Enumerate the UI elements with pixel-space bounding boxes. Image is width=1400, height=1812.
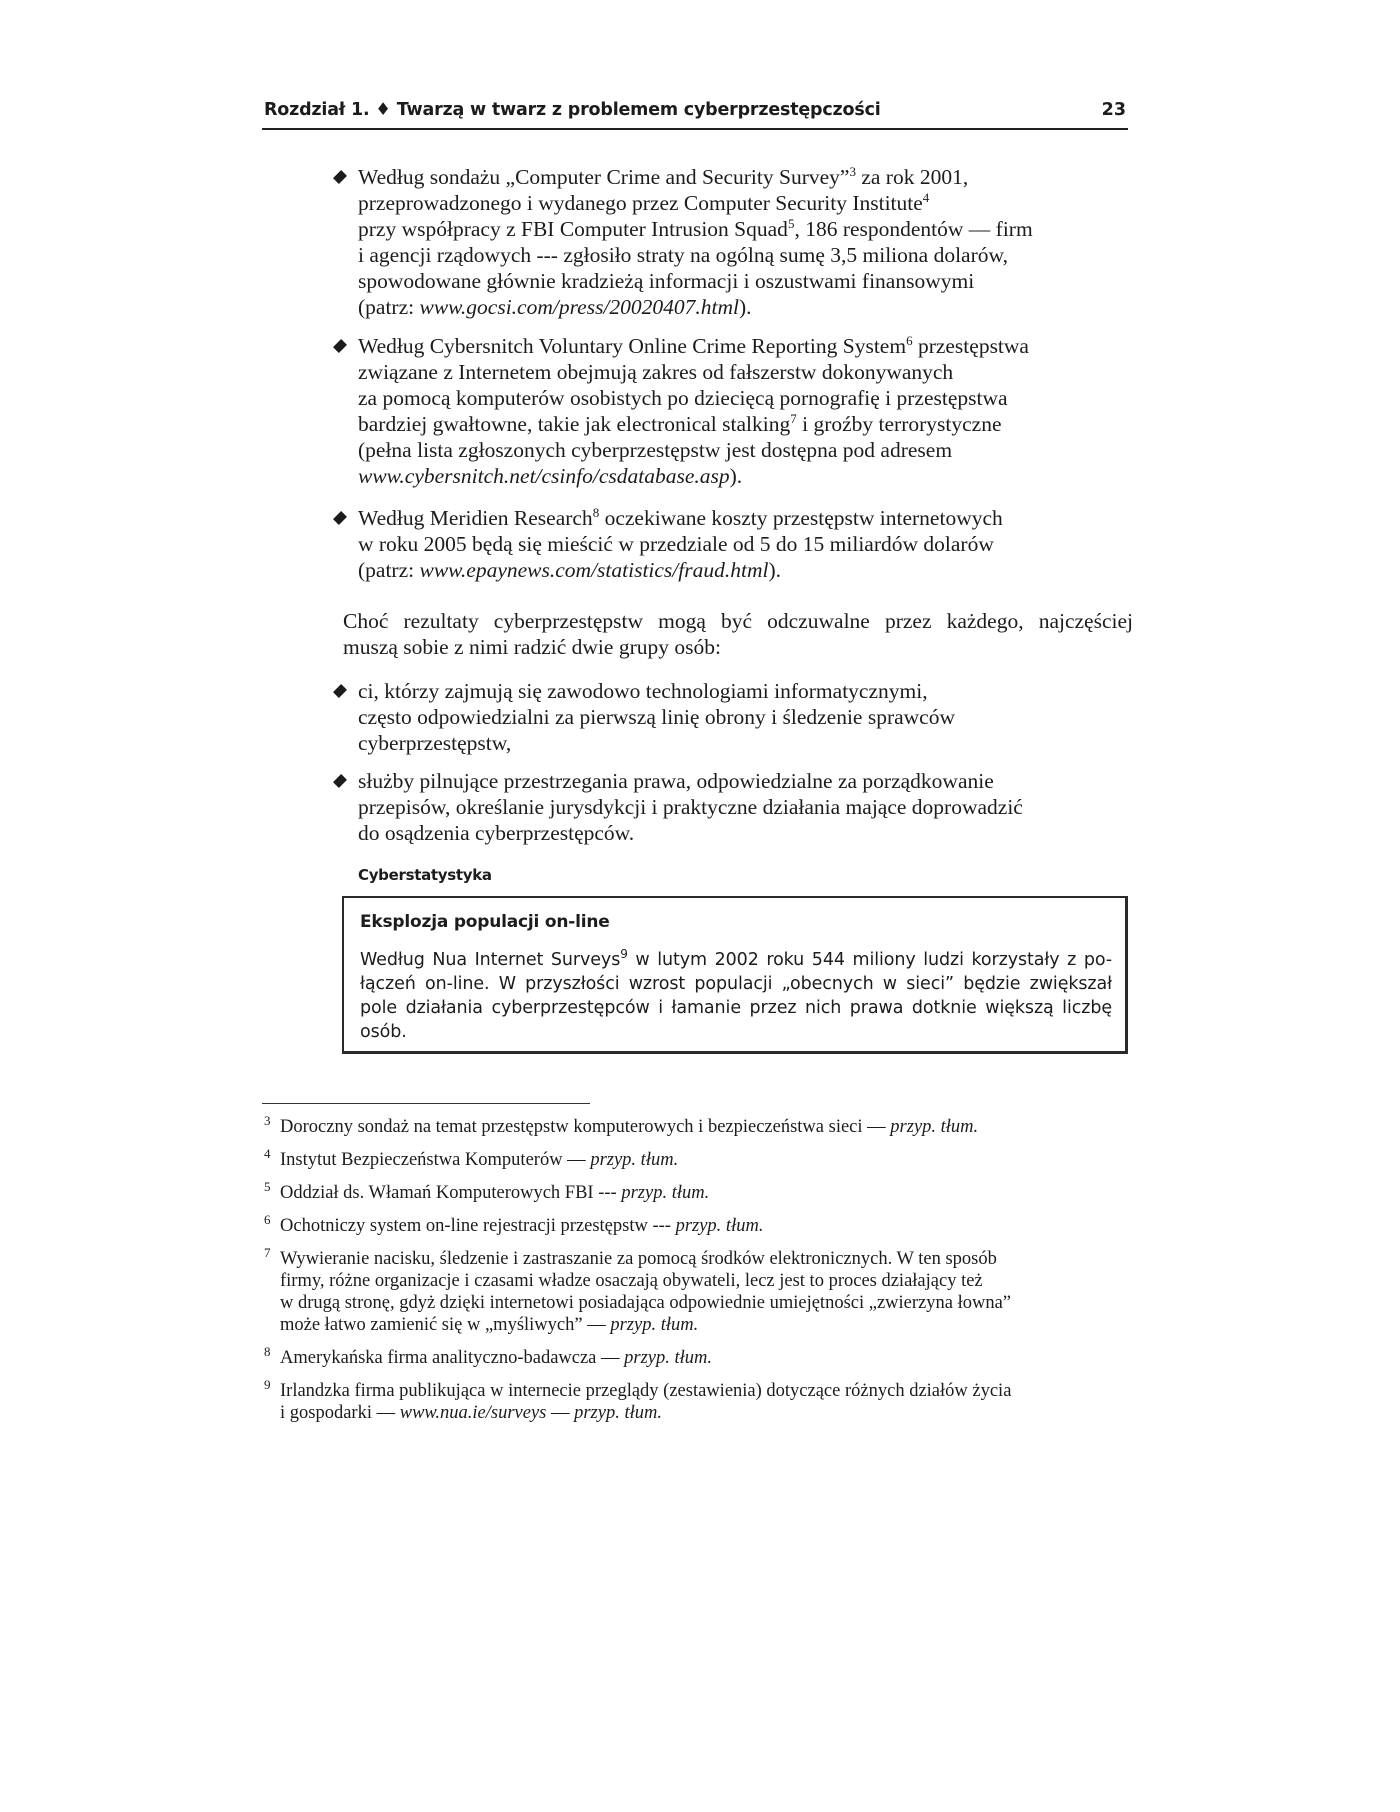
text-line: przy współpracy z FBI Computer Intrusion Squad$^5$, 186 respondentów — firm — [358, 216, 1033, 241]
footnote-number: 5 — [264, 1179, 271, 1194]
text-line: www.cybersnitch.net/csinfo/csdatabase.asp). — [358, 464, 743, 488]
sidebar-label: Cyberstatystyka — [358, 866, 492, 884]
list-item — [358, 333, 1138, 489]
footnote — [262, 1344, 1142, 1369]
footnote-ref: 9 — [620, 947, 628, 961]
text-line: łączeń on-line. W przyszłości wzrost populacji „obecnych w sieci” będzie zwiększał — [360, 974, 1112, 994]
list-item — [358, 164, 1138, 320]
chapter-title: Rozdział 1. ♦ Twarzą w twarz z problemem cyberprzestępczości — [264, 100, 881, 120]
text-line: Według Nua Internet Surveys$^9$ w lutym 2002 roku 544 miliony ludzi korzystały z po- — [360, 947, 1112, 970]
text-line: Choć rezultaty cyberprzestępstw mogą być odczuwalne przez każdego, najczęściej — [343, 609, 1133, 633]
text-line: Oddział ds. Włamań Komputerowych FBI --- przyp. tłum. — [280, 1183, 710, 1203]
text-line: przeprowadzonego i wydanego przez Computer Security Institute$^4$ — [358, 190, 930, 215]
text-line: spowodowane głównie kradzieżą informacji i oszustwami finansowymi — [358, 269, 975, 293]
text-line: i gospodarki — www.nua.ie/surveys — przyp. tłum. — [280, 1403, 662, 1423]
diamond-bullet-icon — [333, 170, 347, 184]
body-paragraph — [343, 608, 1133, 660]
text-line: (patrz: www.epaynews.com/statistics/fraud.html). — [358, 558, 782, 582]
text-line: muszą sobie z nimi radzić dwie grupy osób: — [343, 635, 721, 659]
url-link: www.cybersnitch.net/csinfo/csdatabase.asp — [358, 464, 730, 488]
text-line: cyberprzestępstw, — [358, 731, 512, 755]
footnotes-list — [262, 1113, 1142, 1435]
text-line: Wywieranie nacisku, śledzenie i zastraszanie za pomocą środków elektronicznych. W ten sposób — [280, 1249, 997, 1269]
footnote-ref: 6 — [906, 333, 913, 348]
footnote-ref: 5 — [787, 216, 795, 231]
bullet-list-cybersnitch — [358, 333, 1138, 489]
text-line: w roku 2005 będą się mieścić w przedziale od 5 do 15 miliardów dolarów — [358, 532, 994, 556]
list-item — [358, 678, 1138, 756]
text-line: Według sondażu „Computer Crime and Security Survey”$^3$ za rok 2001, — [358, 164, 969, 189]
text-line: często odpowiedzialni za pierwszą linię obrony i śledzenie sprawców — [358, 705, 956, 729]
footnote — [262, 1146, 1142, 1171]
footnote-rule — [262, 1103, 590, 1104]
text-line: Doroczny sondaż na temat przestępstw komputerowych i bezpieczeństwa sieci — przyp. tłum. — [280, 1117, 979, 1137]
text-line: służby pilnujące przestrzegania prawa, odpowiedzialne za porządkowanie — [358, 769, 994, 793]
diamond-bullet-icon — [333, 339, 347, 353]
text-line: (pełna lista zgłoszonych cyberprzestępstw jest dostępna pod adresem — [358, 438, 953, 462]
text-line: przepisów, określanie jurysdykcji i praktyczne działania mające doprowadzić — [358, 795, 1023, 819]
text-line: osób. — [360, 1022, 407, 1042]
footnote-ref: 4 — [922, 190, 930, 205]
text-line: Instytut Bezpieczeństwa Komputerów — przyp. tłum. — [280, 1150, 679, 1170]
text-line: w drugą stronę, gdyż dzięki internetowi posiadająca odpowiednie umiejętności „zwierzyna łowna” — [280, 1293, 1012, 1313]
footnote-number: 7 — [264, 1245, 271, 1260]
footnote-number: 3 — [264, 1113, 271, 1128]
text-line: Irlandzka firma publikująca w internecie przeglądy (zestawienia) dotyczące różnych działów życia — [280, 1381, 1012, 1401]
text-line: Amerykańska firma analityczno-badawcza — przyp. tłum. — [280, 1348, 713, 1368]
text-line: związane z Internetem obejmują zakres od fałszerstw dokonywanych — [358, 360, 954, 384]
text-line: bardziej gwałtowne, takie jak electronical stalking$^7$ i groźby terrorystyczne — [358, 411, 1002, 436]
text-line: za pomocą komputerów osobistych po dziecięcą pornografię i przestępstwa — [358, 386, 1008, 410]
list-item — [358, 768, 1138, 846]
running-header — [262, 96, 1128, 130]
footnote — [262, 1179, 1142, 1204]
footnote — [262, 1377, 1142, 1424]
footnote-number: 8 — [264, 1344, 271, 1359]
text-line: (patrz: www.gocsi.com/press/20020407.html). — [358, 295, 752, 319]
footnote-number: 6 — [264, 1212, 271, 1227]
sidebar-text — [360, 948, 1112, 1044]
text-line: i agencji rządowych --- zgłosiło straty na ogólną sumę 3,5 miliona dolarów, — [358, 243, 1008, 267]
bullet-list-law-enforcement — [358, 768, 1138, 846]
text-line: ci, którzy zajmują się zawodowo technologiami informatycznymi, — [358, 679, 928, 703]
text-line: może łatwo zamienić się w „myśliwych” — przyp. tłum. — [280, 1315, 699, 1335]
diamond-bullet-icon — [333, 684, 347, 698]
text-line: pole działania cyberprzestępców i łamanie przez nich prawa dotknie większą liczbę — [360, 998, 1112, 1018]
footnote-number: 4 — [264, 1146, 271, 1161]
list-item — [358, 505, 1138, 583]
sidebar-title: Eksplozja populacji on-line — [360, 912, 610, 932]
footnote-ref: 8 — [592, 505, 600, 520]
diamond-bullet-icon — [333, 511, 347, 525]
text-line: Ochotniczy system on-line rejestracji przestępstw --- przyp. tłum. — [280, 1216, 764, 1236]
diamond-bullet-icon — [333, 774, 347, 788]
url-link: www.epaynews.com/statistics/fraud.html — [419, 558, 769, 582]
text-line: do osądzenia cyberprzestępców. — [358, 821, 635, 845]
bullet-list-groups — [358, 678, 1138, 756]
url-link: www.nua.ie/surveys — [399, 1403, 547, 1423]
url-link: www.gocsi.com/press/20020407.html — [419, 295, 740, 319]
footnote — [262, 1212, 1142, 1237]
footnote-number: 9 — [264, 1377, 271, 1392]
text-line: Według Cybersnitch Voluntary Online Crime Reporting System$^6$ przestępstwa — [358, 333, 1029, 358]
footnote-ref: 7 — [790, 411, 797, 426]
text-line: Według Meridien Research$^8$ oczekiwane koszty przestępstw internetowych — [358, 505, 1003, 530]
sidebar-box — [342, 896, 1128, 1054]
bullet-list-meridien — [358, 505, 1138, 583]
text-line: firmy, różne organizacje i czasami władze osaczają obywateli, lecz jest to proces działający też — [280, 1271, 983, 1291]
footnote — [262, 1245, 1142, 1336]
footnote-ref: 3 — [849, 164, 856, 179]
footnote — [262, 1113, 1142, 1138]
page-number: 23 — [1101, 100, 1126, 120]
bullet-list-statistics — [358, 164, 1138, 320]
